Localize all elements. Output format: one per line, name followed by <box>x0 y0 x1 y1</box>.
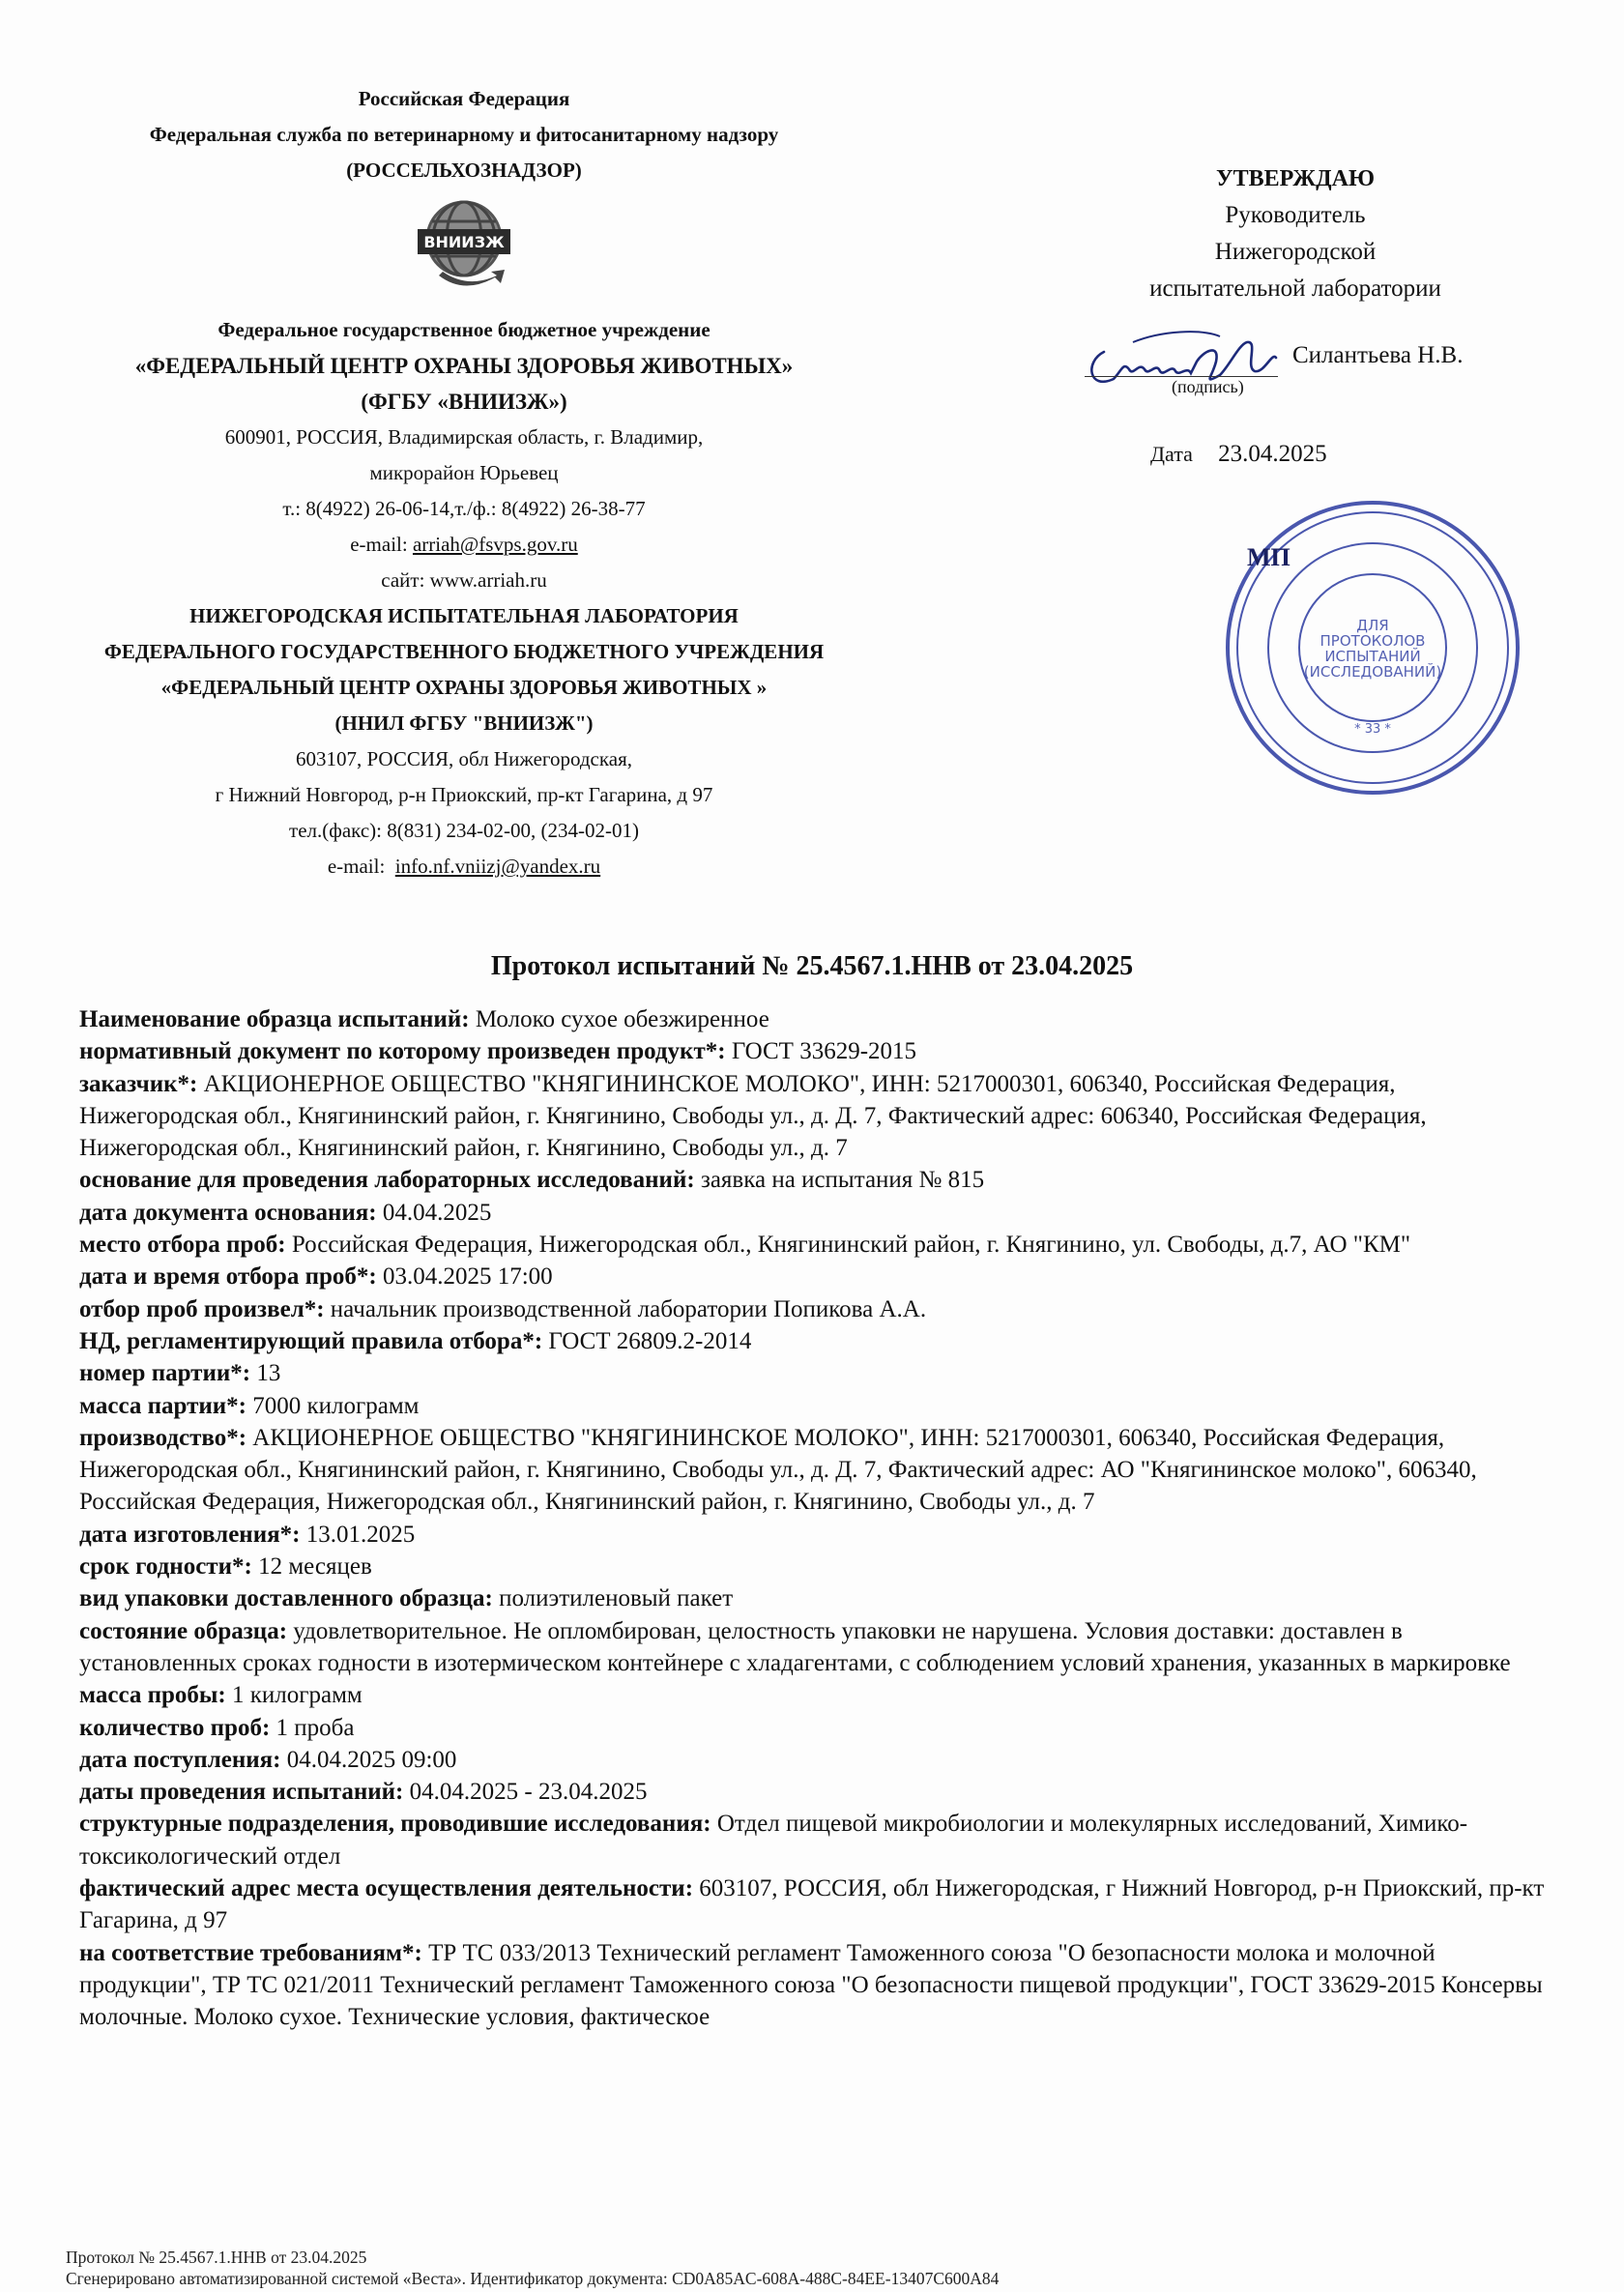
protocol-fields <box>79 1003 1545 2034</box>
lab-name-line-1: НИЖЕГОРОДСКАЯ ИСПЫТАТЕЛЬНАЯ ЛАБОРАТОРИЯ <box>189 604 739 627</box>
organization-header <box>39 81 889 885</box>
field-sample-condition: состояние образца: удовлетворительное. Не опломбирован, целостность упаковки не нарушена. Условия доставки: доставлен в установленных сроках годности в изотермическом контейнере с хладагентами, с соблюдением условий хранения, указанных в маркировке <box>79 1617 1511 1676</box>
svg-text:(ИССЛЕДОВАНИЙ): (ИССЛЕДОВАНИЙ) <box>1303 663 1442 681</box>
country-name: Российская Федерация <box>358 87 570 110</box>
org-name: «ФЕДЕРАЛЬНЫЙ ЦЕНТР ОХРАНЫ ЗДОРОВЬЯ ЖИВОТНЫХ» <box>134 354 794 378</box>
org-address-line-1: 600901, РОССИЯ, Владимирская область, г. Владимир, <box>224 425 704 449</box>
svg-text:ПРОТОКОЛОВ: ПРОТОКОЛОВ <box>1320 632 1426 650</box>
field-sample-count: количество проб: 1 проба <box>79 1714 355 1741</box>
svg-text:ИСПЫТАНИЙ: ИСПЫТАНИЙ <box>1324 648 1421 665</box>
org-type: Федеральное государственное бюджетное учреждение <box>218 318 710 341</box>
field-manufacture-date: дата изготовления*: 13.01.2025 <box>79 1521 416 1548</box>
lab-address-line-2: г Нижний Новгород, р-н Приокский, пр-кт Гагарина, д 97 <box>215 783 713 806</box>
field-sampling-datetime: дата и время отбора проб*: 03.04.2025 17:00 <box>79 1263 553 1291</box>
field-sample-mass: масса пробы: 1 килограмм <box>79 1682 362 1709</box>
field-batch-number: номер партии*: 13 <box>79 1360 281 1387</box>
approval-role-3: испытательной лаборатории <box>1149 276 1441 302</box>
field-basis-date: дата документа основания: 04.04.2025 <box>79 1199 492 1226</box>
protocol-title: Протокол испытаний № 25.4567.1.ННВ от 23.04.2025 <box>490 951 1134 981</box>
field-customer: заказчик*: АКЦИОНЕРНОЕ ОБЩЕСТВО "КНЯГИНИНСКОЕ МОЛОКО", ИНН: 5217000301, 606340, Российская Федерация, Нижегородская обл., Княгининский район, г. Княгинино, Свободы ул., д. Д. 7, Фактический адрес: 606340, Российская Федерация, Нижегородская обл., Княгининский район, г. Княгинино, Свободы ул., д. 7 <box>79 1070 1427 1162</box>
footer-generated-by: Сгенерировано автоматизированной системой «Веста». Идентификатор документа: CD0A85AC-608A-488C-84EE-13407C600A84 <box>66 2269 1000 2288</box>
field-packaging: вид упаковки доставленного образца: полиэтиленовый пакет <box>79 1585 734 1612</box>
org-phone: т.: 8(4922) 26-06-14,т./ф.: 8(4922) 26-38-77 <box>282 497 646 520</box>
signer-name: Силантьева Н.В. <box>1292 342 1464 368</box>
field-test-dates: даты проведения испытаний: 04.04.2025 - 23.04.2025 <box>79 1779 648 1806</box>
org-email-label: e-mail: <box>350 533 408 556</box>
approval-role-2: Нижегородской <box>1214 239 1377 265</box>
field-batch-mass: масса партии*: 7000 килограмм <box>79 1392 420 1419</box>
approval-date-row <box>1150 441 1327 468</box>
approval-block <box>1083 160 1508 307</box>
approval-date: 23.04.2025 <box>1218 441 1327 467</box>
lab-short-name: (ННИЛ ФГБУ "ВНИИЗЖ") <box>334 711 594 735</box>
field-basis: основание для проведения лабораторных исследований: заявка на испытания № 815 <box>79 1167 985 1194</box>
lab-address-line-1: 603107, РОССИЯ, обл Нижегородская, <box>296 747 632 770</box>
vniizzh-logo <box>400 194 528 297</box>
signature-caption: (подпись) <box>1172 377 1244 396</box>
approval-role-1: Руководитель <box>1225 202 1366 228</box>
org-email-row <box>39 527 889 563</box>
field-compliance-requirements: на соответствие требованиям*: ТР ТС 033/2013 Технический регламент Таможенного союза "О безопасности молока и молочной продукции", ТР ТС 021/2011 Технический регламент Таможенного союза "О безопасности пищевой продукции", ГОСТ 33629-2015 Консервы молочные. Молоко сухое. Технические условия, фактическое <box>79 1939 1543 2031</box>
logo-text: ВНИИЗЖ <box>423 233 505 251</box>
field-manufacturer: производство*: АКЦИОНЕРНОЕ ОБЩЕСТВО "КНЯГИНИНСКОЕ МОЛОКО", ИНН: 5217000301, 606340, Российская Федерация, Нижегородская обл., Княгининский район, г. Княгинино, Свободы ул., д. Д. 7, Фактический адрес: АО "Княгининское молоко", 606340, Российская Федерация, Нижегородская обл., Княгининский район, г. Княгинино, Свободы ул., д. 7 <box>79 1424 1477 1516</box>
field-shelf-life: срок годности*: 12 месяцев <box>79 1553 372 1581</box>
field-departments: структурные подразделения, проводившие исследования: Отдел пищевой микробиологии и молекулярных исследований, Химико-токсикологический отдел <box>79 1811 1468 1870</box>
svg-text:ДЛЯ: ДЛЯ <box>1356 617 1389 634</box>
signature-row <box>1075 323 1520 400</box>
lab-name-line-2: ФЕДЕРАЛЬНОГО ГОСУДАРСТВЕННОГО БЮДЖЕТНОГО УЧРЕЖДЕНИЯ <box>103 640 825 663</box>
lab-email-label: e-mail: <box>327 855 386 878</box>
field-sampling-rules: НД, регламентирующий правила отбора*: ГОСТ 26809.2-2014 <box>79 1327 752 1354</box>
field-sample-name: Наименование образца испытаний: Молоко сухое обезжиренное <box>79 1006 769 1032</box>
svg-text:* 33 *: * 33 * <box>1354 722 1391 737</box>
field-activity-address: фактический адрес места осуществления деятельности: 603107, РОССИЯ, обл Нижегородская, г Нижний Новгород, р-н Приокский, пр-кт Гагарина, д 97 <box>79 1875 1545 1934</box>
org-address-line-2: микрорайон Юрьевец <box>369 461 559 484</box>
field-normative-document: нормативный документ по которому произведен продукт*: ГОСТ 33629-2015 <box>79 1038 917 1065</box>
field-sampling-place: место отбора проб: Российская Федерация, Нижегородская обл., Княгининский район, г. Княгинино, ул. Свободы, д.7, АО "КМ" <box>79 1232 1411 1259</box>
service-name: Федеральная служба по ветеринарному и фитосанитарному надзору <box>149 123 779 146</box>
lab-name-line-3: «ФЕДЕРАЛЬНЫЙ ЦЕНТР ОХРАНЫ ЗДОРОВЬЯ ЖИВОТНЫХ » <box>160 676 768 699</box>
approval-date-label: Дата <box>1150 442 1193 466</box>
org-short-name: (ФГБУ «ВНИИЗЖ») <box>361 390 567 414</box>
official-seal <box>1218 493 1527 802</box>
approval-title: УТВЕРЖДАЮ <box>1215 166 1376 191</box>
org-email-link[interactable]: arriah@fsvps.gov.ru <box>412 533 578 556</box>
page-footer <box>66 2247 999 2289</box>
lab-email-row <box>39 849 889 885</box>
lab-email-link[interactable]: info.nf.vniizj@yandex.ru <box>394 855 601 878</box>
org-site: сайт: www.arriah.ru <box>381 568 547 592</box>
field-sampled-by: отбор проб произвел*: начальник производственной лаборатории Попикова А.А. <box>79 1295 927 1322</box>
field-receipt-date: дата поступления: 04.04.2025 09:00 <box>79 1746 457 1773</box>
stamp-mark: МП <box>1247 543 1290 571</box>
footer-protocol-number: Протокол № 25.4567.1.ННВ от 23.04.2025 <box>66 2248 367 2267</box>
lab-phone: тел.(факс): 8(831) 234-02-00, (234-02-01) <box>289 819 639 842</box>
service-short-name: (РОССЕЛЬХОЗНАДЗОР) <box>346 159 582 182</box>
